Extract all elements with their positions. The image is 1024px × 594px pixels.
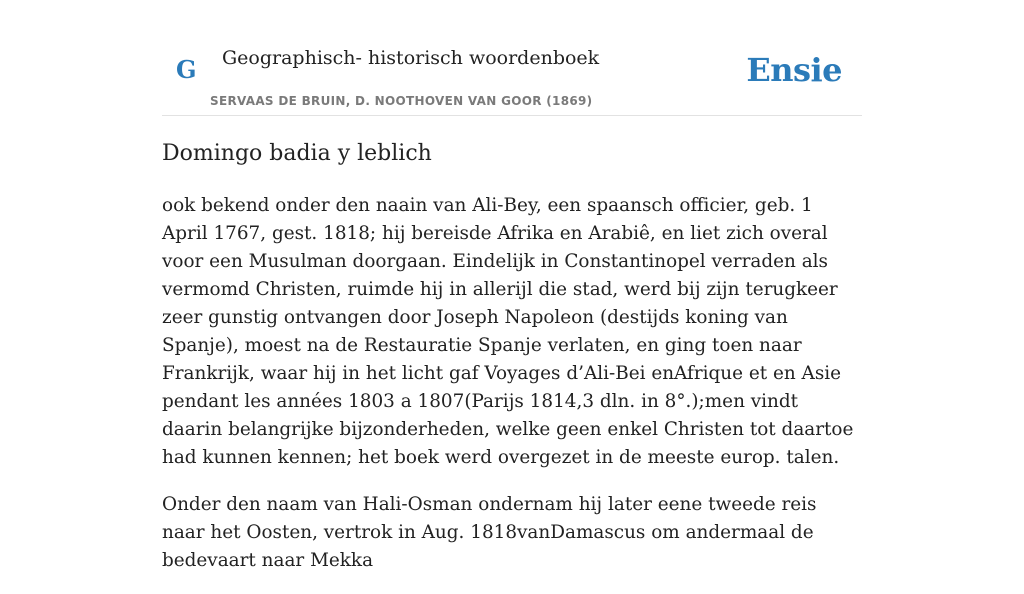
entry-paragraph: Onder den naam van Hali-Osman ondernam hij later eene tweede reis naar het Oosten, vertrok in Aug. 1818vanDamascus om andermaal de bedevaart naar Mekka [162,494,817,571]
book-header [162,0,862,116]
entry-body [162,192,862,594]
ensie-logo[interactable]: Ensie [746,51,842,89]
entry-title: Domingo badia y leblich [162,141,432,166]
entry-paragraph: ook bekend onder den naain van Ali-Bey, een spaansch officier, geb. 1 April 1767, gest. 1818; hij bereisde Afrika en Arabiê, en liet zich overal voor een Musulman doorgaan. Eindelijk in Constantinopel verraden als vermomd Christen, ruimde hij in allerijl die stad, werd bij zijn terugkeer zeer gunstig ontvangen door Joseph Napoleon (destijds koning van Spanje), moest na de Restauratie Spanje verlaten, en ging toen naar Frankrijk, waar hij in het licht gaf Voyages d’Ali-Bei enAfrique et en Asie pendant les années 1803 a 1807(Parijs 1814,3 dln. in 8°.);men vindt daarin belangrijke bijzonderheden, welke geen enkel Christen tot daartoe had kunnen kennen; het boek werd overgezet in de meeste europ. talen. [162,195,854,468]
book-initial-icon[interactable]: G [176,55,197,84]
book-authors: SERVAAS DE BRUIN, D. NOOTHOVEN VAN GOOR (1869) [210,94,593,108]
book-title[interactable]: Geographisch- historisch woordenboek [222,47,600,69]
